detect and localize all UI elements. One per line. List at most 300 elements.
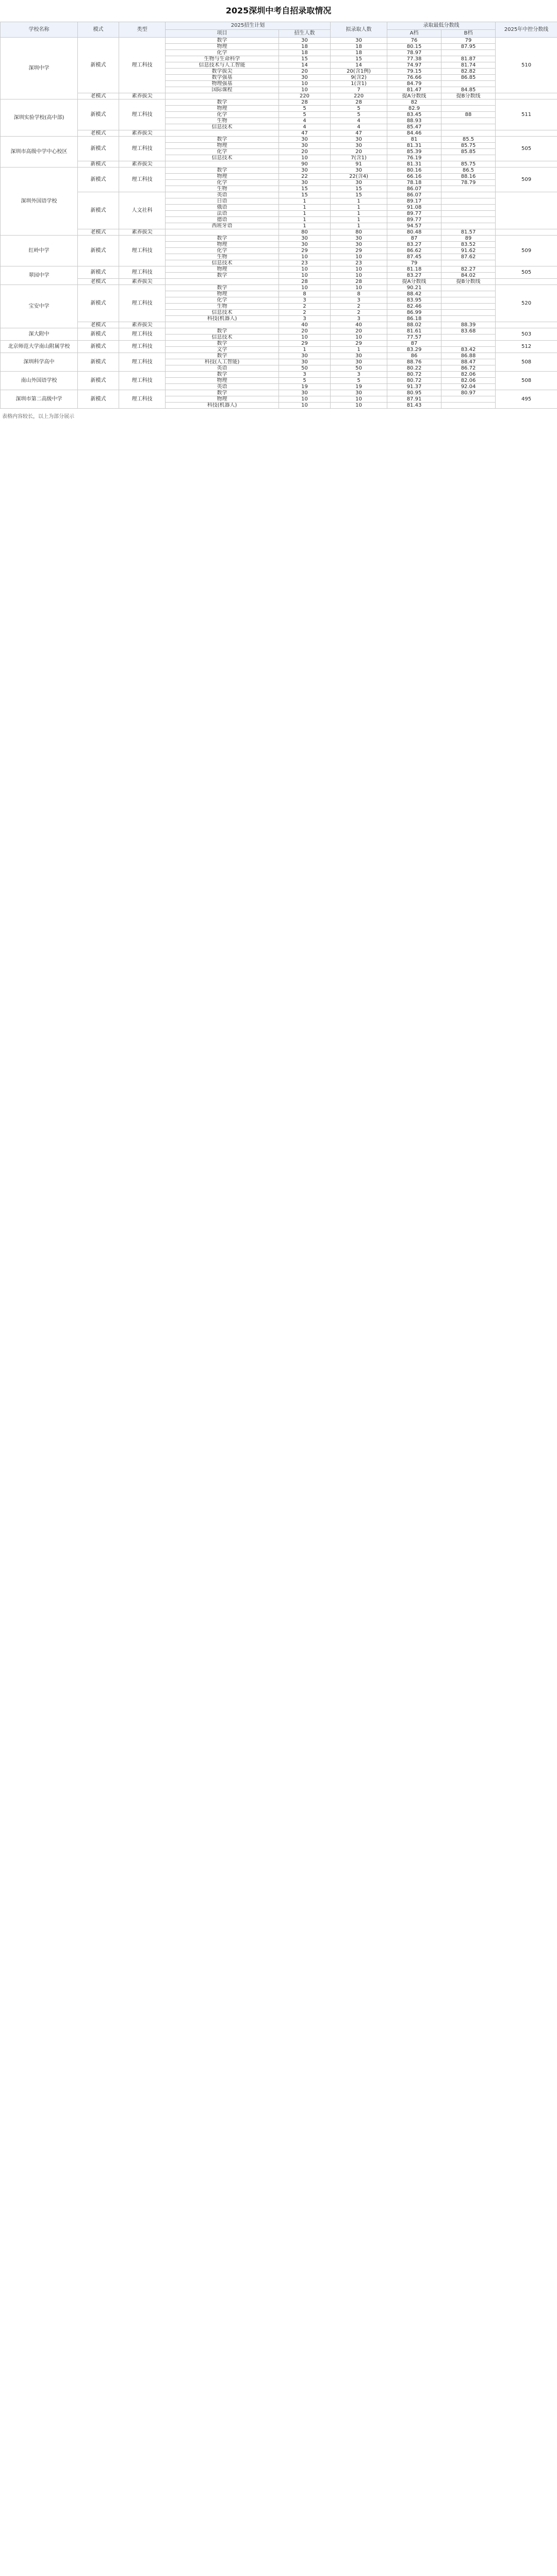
cell-item: 化学 — [166, 180, 279, 186]
cell-item: 科技(人工智能) — [166, 359, 279, 365]
cell-score-a: 87 — [387, 236, 441, 242]
cell-item: 法语 — [166, 211, 279, 217]
table-row — [1, 322, 557, 328]
cell-mode: 新模式 — [78, 341, 119, 353]
cell-score-b: 84.85 — [441, 87, 496, 93]
cell-admitted: 5 — [331, 112, 387, 118]
cell-admitted: 2 — [331, 310, 387, 316]
cell-score-a: 82 — [387, 99, 441, 106]
cell-score-b: 提B分数线 — [441, 279, 496, 285]
table-row — [1, 99, 557, 106]
cell-plan: 10 — [279, 396, 331, 403]
cell-item: 信息技术 — [166, 334, 279, 341]
footer-note: 表格内容较长，以上为部分展示 — [2, 414, 74, 420]
cell-score-a: 82.46 — [387, 304, 441, 310]
cell-score-a: 94.57 — [387, 223, 441, 229]
header-b: B档 — [441, 30, 496, 38]
cell-item: 信息技术 — [166, 124, 279, 130]
table-row — [1, 38, 557, 44]
cell-admitted: 15 — [331, 192, 387, 198]
cell-item: 物理 — [166, 174, 279, 180]
cell-item: 物理强基 — [166, 81, 279, 87]
cell-score-a: 76.19 — [387, 155, 441, 161]
cell-score-b: 82.06 — [441, 372, 496, 378]
cell-admitted: 7(含1) — [331, 155, 387, 161]
cell-admitted: 29 — [331, 341, 387, 347]
cell-line: 510 — [496, 38, 557, 93]
cell-item: 日语 — [166, 198, 279, 205]
cell-plan: 28 — [279, 99, 331, 106]
cell-score-b: 81.74 — [441, 62, 496, 69]
cell-item — [166, 93, 279, 99]
cell-admitted: 40 — [331, 322, 387, 328]
cell-score-b: 86.88 — [441, 353, 496, 359]
cell-type: 理工科技 — [119, 285, 166, 322]
cell-score-b — [441, 223, 496, 229]
cell-admitted: 3 — [331, 372, 387, 378]
admission-table — [0, 22, 557, 409]
header-school: 学校名称 — [1, 22, 78, 38]
cell-item: 数学 — [166, 353, 279, 359]
table-body — [1, 38, 557, 409]
cell-score-a: 86 — [387, 353, 441, 359]
cell-type: 素养拔尖 — [119, 130, 166, 137]
table-row — [1, 192, 557, 198]
cell-line: 512 — [496, 341, 557, 353]
cell-admitted: 1 — [331, 211, 387, 217]
cell-plan: 5 — [279, 112, 331, 118]
cell-item: 数学拔尖 — [166, 69, 279, 75]
cell-type: 理工科技 — [119, 266, 166, 279]
cell-item: 物理 — [166, 242, 279, 248]
cell-item: 英语 — [166, 384, 279, 390]
cell-admitted: 29 — [331, 248, 387, 254]
cell-mode: 老模式 — [78, 130, 119, 137]
cell-admitted: 15 — [331, 56, 387, 62]
cell-item: 数学 — [166, 328, 279, 334]
cell-plan: 15 — [279, 186, 331, 192]
table-row — [1, 93, 557, 99]
cell-score-b — [441, 124, 496, 130]
cell-item: 物理 — [166, 143, 279, 149]
cell-score-a: 89.77 — [387, 211, 441, 217]
cell-plan: 1 — [279, 347, 331, 353]
cell-score-a: 83.29 — [387, 347, 441, 353]
cell-admitted: 30 — [331, 359, 387, 365]
cell-item: 科技(机器人) — [166, 316, 279, 322]
cell-admitted: 10 — [331, 396, 387, 403]
cell-item: 文学 — [166, 347, 279, 353]
cell-item — [166, 229, 279, 236]
cell-line: 520 — [496, 285, 557, 322]
cell-plan: 10 — [279, 285, 331, 291]
cell-score-a: 87.45 — [387, 254, 441, 260]
cell-item: 德语 — [166, 217, 279, 223]
cell-score-a: 86.07 — [387, 186, 441, 192]
cell-mode: 新模式 — [78, 161, 119, 168]
cell-admitted: 91 — [331, 161, 387, 168]
cell-score-a: 82.9 — [387, 106, 441, 112]
cell-admitted: 220 — [331, 93, 387, 99]
cell-score-b: 80.97 — [441, 390, 496, 396]
cell-score-b: 82.06 — [441, 378, 496, 384]
cell-plan: 30 — [279, 180, 331, 186]
cell-admitted: 30 — [331, 168, 387, 174]
cell-school: 深圳市第二高级中学 — [1, 390, 78, 409]
cell-type: 素养拔尖 — [119, 161, 166, 168]
cell-mode: 新模式 — [78, 99, 119, 130]
header-admitted: 拟录取人数 — [331, 22, 387, 38]
cell-item: 物理 — [166, 291, 279, 297]
cell-item: 化学 — [166, 50, 279, 56]
cell-score-b — [441, 291, 496, 297]
cell-plan: 40 — [279, 322, 331, 328]
cell-mode: 新模式 — [78, 353, 119, 372]
cell-score-b — [441, 186, 496, 192]
cell-score-a: 83.27 — [387, 242, 441, 248]
cell-score-b: 85.85 — [441, 149, 496, 155]
cell-plan: 30 — [279, 390, 331, 396]
cell-item: 物理 — [166, 44, 279, 50]
cell-type: 理工科技 — [119, 353, 166, 372]
cell-type: 人文社科 — [119, 192, 166, 229]
cell-score-a: 89.17 — [387, 198, 441, 205]
header-plan-group: 2025招生计划 — [166, 22, 331, 30]
cell-score-a: 80.15 — [387, 44, 441, 50]
table-row — [1, 229, 557, 236]
cell-item: 科技(机器人) — [166, 403, 279, 409]
cell-item: 生物 — [166, 304, 279, 310]
cell-score-b: 87.62 — [441, 254, 496, 260]
cell-plan: 1 — [279, 198, 331, 205]
cell-score-a: 78.97 — [387, 50, 441, 56]
header-item: 项目 — [166, 30, 279, 38]
cell-score-a: 81.43 — [387, 403, 441, 409]
cell-admitted: 10 — [331, 266, 387, 273]
cell-score-a: 85.47 — [387, 124, 441, 130]
cell-score-a: 77.38 — [387, 56, 441, 62]
table-row — [1, 341, 557, 347]
cell-admitted: 3 — [331, 316, 387, 322]
cell-score-b: 86.85 — [441, 75, 496, 81]
cell-admitted: 23 — [331, 260, 387, 266]
cell-admitted: 5 — [331, 378, 387, 384]
cell-item — [166, 161, 279, 168]
cell-line — [496, 229, 557, 236]
cell-admitted: 50 — [331, 365, 387, 372]
cell-score-a: 91.37 — [387, 384, 441, 390]
cell-plan: 1 — [279, 223, 331, 229]
cell-admitted: 1 — [331, 223, 387, 229]
cell-type: 理工科技 — [119, 390, 166, 409]
cell-score-b: 84.02 — [441, 273, 496, 279]
cell-school: 深圳外国语学校 — [1, 168, 78, 236]
cell-item: 数学 — [166, 168, 279, 174]
cell-line — [496, 161, 557, 168]
cell-item: 生物 — [166, 118, 279, 124]
cell-item: 信息技术 — [166, 310, 279, 316]
cell-score-a: 83.27 — [387, 273, 441, 279]
cell-admitted: 10 — [331, 254, 387, 260]
cell-score-b: 81.87 — [441, 56, 496, 62]
cell-item: 数学 — [166, 273, 279, 279]
cell-plan: 30 — [279, 359, 331, 365]
cell-plan: 20 — [279, 69, 331, 75]
cell-plan: 10 — [279, 266, 331, 273]
cell-score-b — [441, 118, 496, 124]
table-row — [1, 353, 557, 359]
cell-item: 信息技术 — [166, 155, 279, 161]
cell-score-b: 88.39 — [441, 322, 496, 328]
cell-score-a: 87.91 — [387, 396, 441, 403]
cell-plan: 10 — [279, 273, 331, 279]
cell-mode: 新模式 — [78, 372, 119, 390]
cell-admitted: 18 — [331, 44, 387, 50]
cell-score-a: 77.57 — [387, 334, 441, 341]
cell-school: 红岭中学 — [1, 236, 78, 266]
cell-school: 南山外国语学校 — [1, 372, 78, 390]
cell-item: 生物与生命科学 — [166, 56, 279, 62]
cell-admitted: 30 — [331, 38, 387, 44]
cell-score-b: 82.82 — [441, 69, 496, 75]
cell-item: 数学 — [166, 236, 279, 242]
page-title: 2025深圳中考自招录取情况 — [225, 6, 332, 15]
cell-score-a: 88.93 — [387, 118, 441, 124]
table-row — [1, 285, 557, 291]
cell-mode: 新模式 — [78, 236, 119, 266]
cell-score-a: 88.42 — [387, 291, 441, 297]
cell-type: 理工科技 — [119, 236, 166, 266]
cell-line — [496, 130, 557, 137]
header-mode: 模式 — [78, 22, 119, 38]
cell-item — [166, 279, 279, 285]
cell-line: 508 — [496, 353, 557, 372]
cell-score-a: 80.22 — [387, 365, 441, 372]
cell-score-b: 79 — [441, 38, 496, 44]
cell-line: 495 — [496, 390, 557, 409]
cell-type: 理工科技 — [119, 341, 166, 353]
cell-score-b — [441, 81, 496, 87]
cell-admitted: 10 — [331, 334, 387, 341]
cell-item: 数学 — [166, 99, 279, 106]
cell-plan: 47 — [279, 130, 331, 137]
cell-score-b — [441, 334, 496, 341]
cell-plan: 20 — [279, 149, 331, 155]
cell-score-a: 80.48 — [387, 229, 441, 236]
cell-score-b — [441, 106, 496, 112]
cell-score-a: 提A分数线 — [387, 279, 441, 285]
cell-school: 深大附中 — [1, 328, 78, 341]
cell-plan: 30 — [279, 143, 331, 149]
cell-item: 信息技术 — [166, 260, 279, 266]
cell-item: 俄语 — [166, 205, 279, 211]
cell-admitted: 22(含4) — [331, 174, 387, 180]
cell-type: 理工科技 — [119, 328, 166, 341]
cell-item — [166, 130, 279, 137]
table-row — [1, 168, 557, 174]
cell-admitted: 10 — [331, 285, 387, 291]
cell-item: 数学 — [166, 285, 279, 291]
cell-plan: 10 — [279, 155, 331, 161]
cell-type: 素养拔尖 — [119, 322, 166, 328]
cell-type: 素养拔尖 — [119, 279, 166, 285]
cell-score-a: 81.31 — [387, 161, 441, 168]
table-row — [1, 130, 557, 137]
table-row — [1, 279, 557, 285]
cell-plan: 3 — [279, 297, 331, 304]
cell-score-a: 88.76 — [387, 359, 441, 365]
cell-plan: 4 — [279, 124, 331, 130]
page — [0, 0, 557, 423]
cell-score-a: 84.79 — [387, 81, 441, 87]
cell-plan: 30 — [279, 75, 331, 81]
cell-type: 理工科技 — [119, 372, 166, 390]
table-row — [1, 161, 557, 168]
cell-mode: 老模式 — [78, 322, 119, 328]
cell-item: 英语 — [166, 365, 279, 372]
cell-item: 西班牙语 — [166, 223, 279, 229]
cell-admitted: 30 — [331, 236, 387, 242]
cell-score-a: 81.47 — [387, 87, 441, 93]
table-row — [1, 390, 557, 396]
cell-admitted: 10 — [331, 403, 387, 409]
cell-plan: 3 — [279, 316, 331, 322]
cell-score-b — [441, 50, 496, 56]
cell-score-b: 91.62 — [441, 248, 496, 254]
cell-admitted: 5 — [331, 106, 387, 112]
cell-score-b — [441, 396, 496, 403]
cell-score-b: 85.75 — [441, 143, 496, 149]
cell-score-b — [441, 285, 496, 291]
cell-line: 503 — [496, 328, 557, 341]
cell-admitted: 20 — [331, 328, 387, 334]
cell-item: 物理 — [166, 106, 279, 112]
cell-item — [166, 322, 279, 328]
cell-admitted: 14 — [331, 62, 387, 69]
cell-plan: 10 — [279, 81, 331, 87]
cell-score-a: 76 — [387, 38, 441, 44]
cell-plan: 22 — [279, 174, 331, 180]
cell-plan: 18 — [279, 50, 331, 56]
cell-plan: 19 — [279, 384, 331, 390]
cell-admitted: 18 — [331, 50, 387, 56]
cell-plan: 2 — [279, 304, 331, 310]
cell-plan: 80 — [279, 229, 331, 236]
table-row — [1, 328, 557, 334]
cell-mode: 新模式 — [78, 192, 119, 229]
cell-admitted: 8 — [331, 291, 387, 297]
cell-plan: 15 — [279, 192, 331, 198]
cell-score-a: 76.66 — [387, 75, 441, 81]
cell-line — [496, 192, 557, 229]
cell-plan: 18 — [279, 44, 331, 50]
cell-score-a: 90.21 — [387, 285, 441, 291]
cell-mode: 老模式 — [78, 279, 119, 285]
cell-plan: 90 — [279, 161, 331, 168]
cell-plan: 30 — [279, 168, 331, 174]
cell-score-b: 92.04 — [441, 384, 496, 390]
cell-item: 数学 — [166, 390, 279, 396]
cell-score-a: 66.16 — [387, 174, 441, 180]
cell-score-b: 78.79 — [441, 180, 496, 186]
cell-score-b — [441, 205, 496, 211]
cell-score-a: 80.72 — [387, 378, 441, 384]
cell-mode: 新模式 — [78, 168, 119, 192]
cell-score-b — [441, 310, 496, 316]
cell-plan: 30 — [279, 353, 331, 359]
cell-score-b — [441, 260, 496, 266]
cell-score-a: 81.61 — [387, 328, 441, 334]
cell-score-a: 88.02 — [387, 322, 441, 328]
table-row — [1, 236, 557, 242]
cell-score-a: 80.16 — [387, 168, 441, 174]
cell-plan: 29 — [279, 341, 331, 347]
cell-admitted: 2 — [331, 304, 387, 310]
cell-type: 理工科技 — [119, 99, 166, 130]
cell-plan: 220 — [279, 93, 331, 99]
cell-type: 素养拔尖 — [119, 229, 166, 236]
cell-admitted: 10 — [331, 273, 387, 279]
cell-admitted: 80 — [331, 229, 387, 236]
cell-score-b: 83.42 — [441, 347, 496, 353]
cell-mode: 新模式 — [78, 137, 119, 161]
cell-plan: 10 — [279, 87, 331, 93]
cell-score-b — [441, 217, 496, 223]
cell-school: 北京师范大学南山附属学校 — [1, 341, 78, 353]
cell-school: 深圳实验学校(高中部) — [1, 99, 78, 137]
cell-score-b: 88.16 — [441, 174, 496, 180]
cell-score-a: 83.95 — [387, 297, 441, 304]
table-row — [1, 137, 557, 143]
cell-admitted: 47 — [331, 130, 387, 137]
cell-score-b — [441, 304, 496, 310]
cell-admitted: 19 — [331, 384, 387, 390]
cell-score-a: 87 — [387, 341, 441, 347]
cell-admitted: 30 — [331, 137, 387, 143]
cell-line — [496, 93, 557, 99]
cell-plan: 30 — [279, 38, 331, 44]
cell-score-a: 79.15 — [387, 69, 441, 75]
cell-score-b — [441, 316, 496, 322]
cell-score-b: 81.57 — [441, 229, 496, 236]
cell-score-b — [441, 155, 496, 161]
header-score-group: 录取最低分数线 — [387, 22, 496, 30]
cell-school: 深圳科学高中 — [1, 353, 78, 372]
table-row — [1, 372, 557, 378]
cell-school: 宝安中学 — [1, 285, 78, 328]
cell-score-b: 87.95 — [441, 44, 496, 50]
cell-admitted: 20 — [331, 149, 387, 155]
cell-admitted: 9(含2) — [331, 75, 387, 81]
cell-score-b — [441, 192, 496, 198]
cell-admitted: 20(含1例) — [331, 69, 387, 75]
cell-item: 物理 — [166, 396, 279, 403]
cell-admitted: 1 — [331, 347, 387, 353]
table-row — [1, 266, 557, 273]
header-line: 2025年中控分数线 — [496, 22, 557, 38]
cell-mode: 新模式 — [78, 285, 119, 322]
cell-score-b: 提B分数线 — [441, 93, 496, 99]
cell-plan: 30 — [279, 242, 331, 248]
cell-score-b — [441, 211, 496, 217]
cell-plan: 5 — [279, 378, 331, 384]
cell-score-b — [441, 130, 496, 137]
cell-item: 化学 — [166, 248, 279, 254]
cell-plan: 14 — [279, 62, 331, 69]
cell-score-b: 86.5 — [441, 168, 496, 174]
cell-score-a: 79 — [387, 260, 441, 266]
cell-plan: 20 — [279, 328, 331, 334]
